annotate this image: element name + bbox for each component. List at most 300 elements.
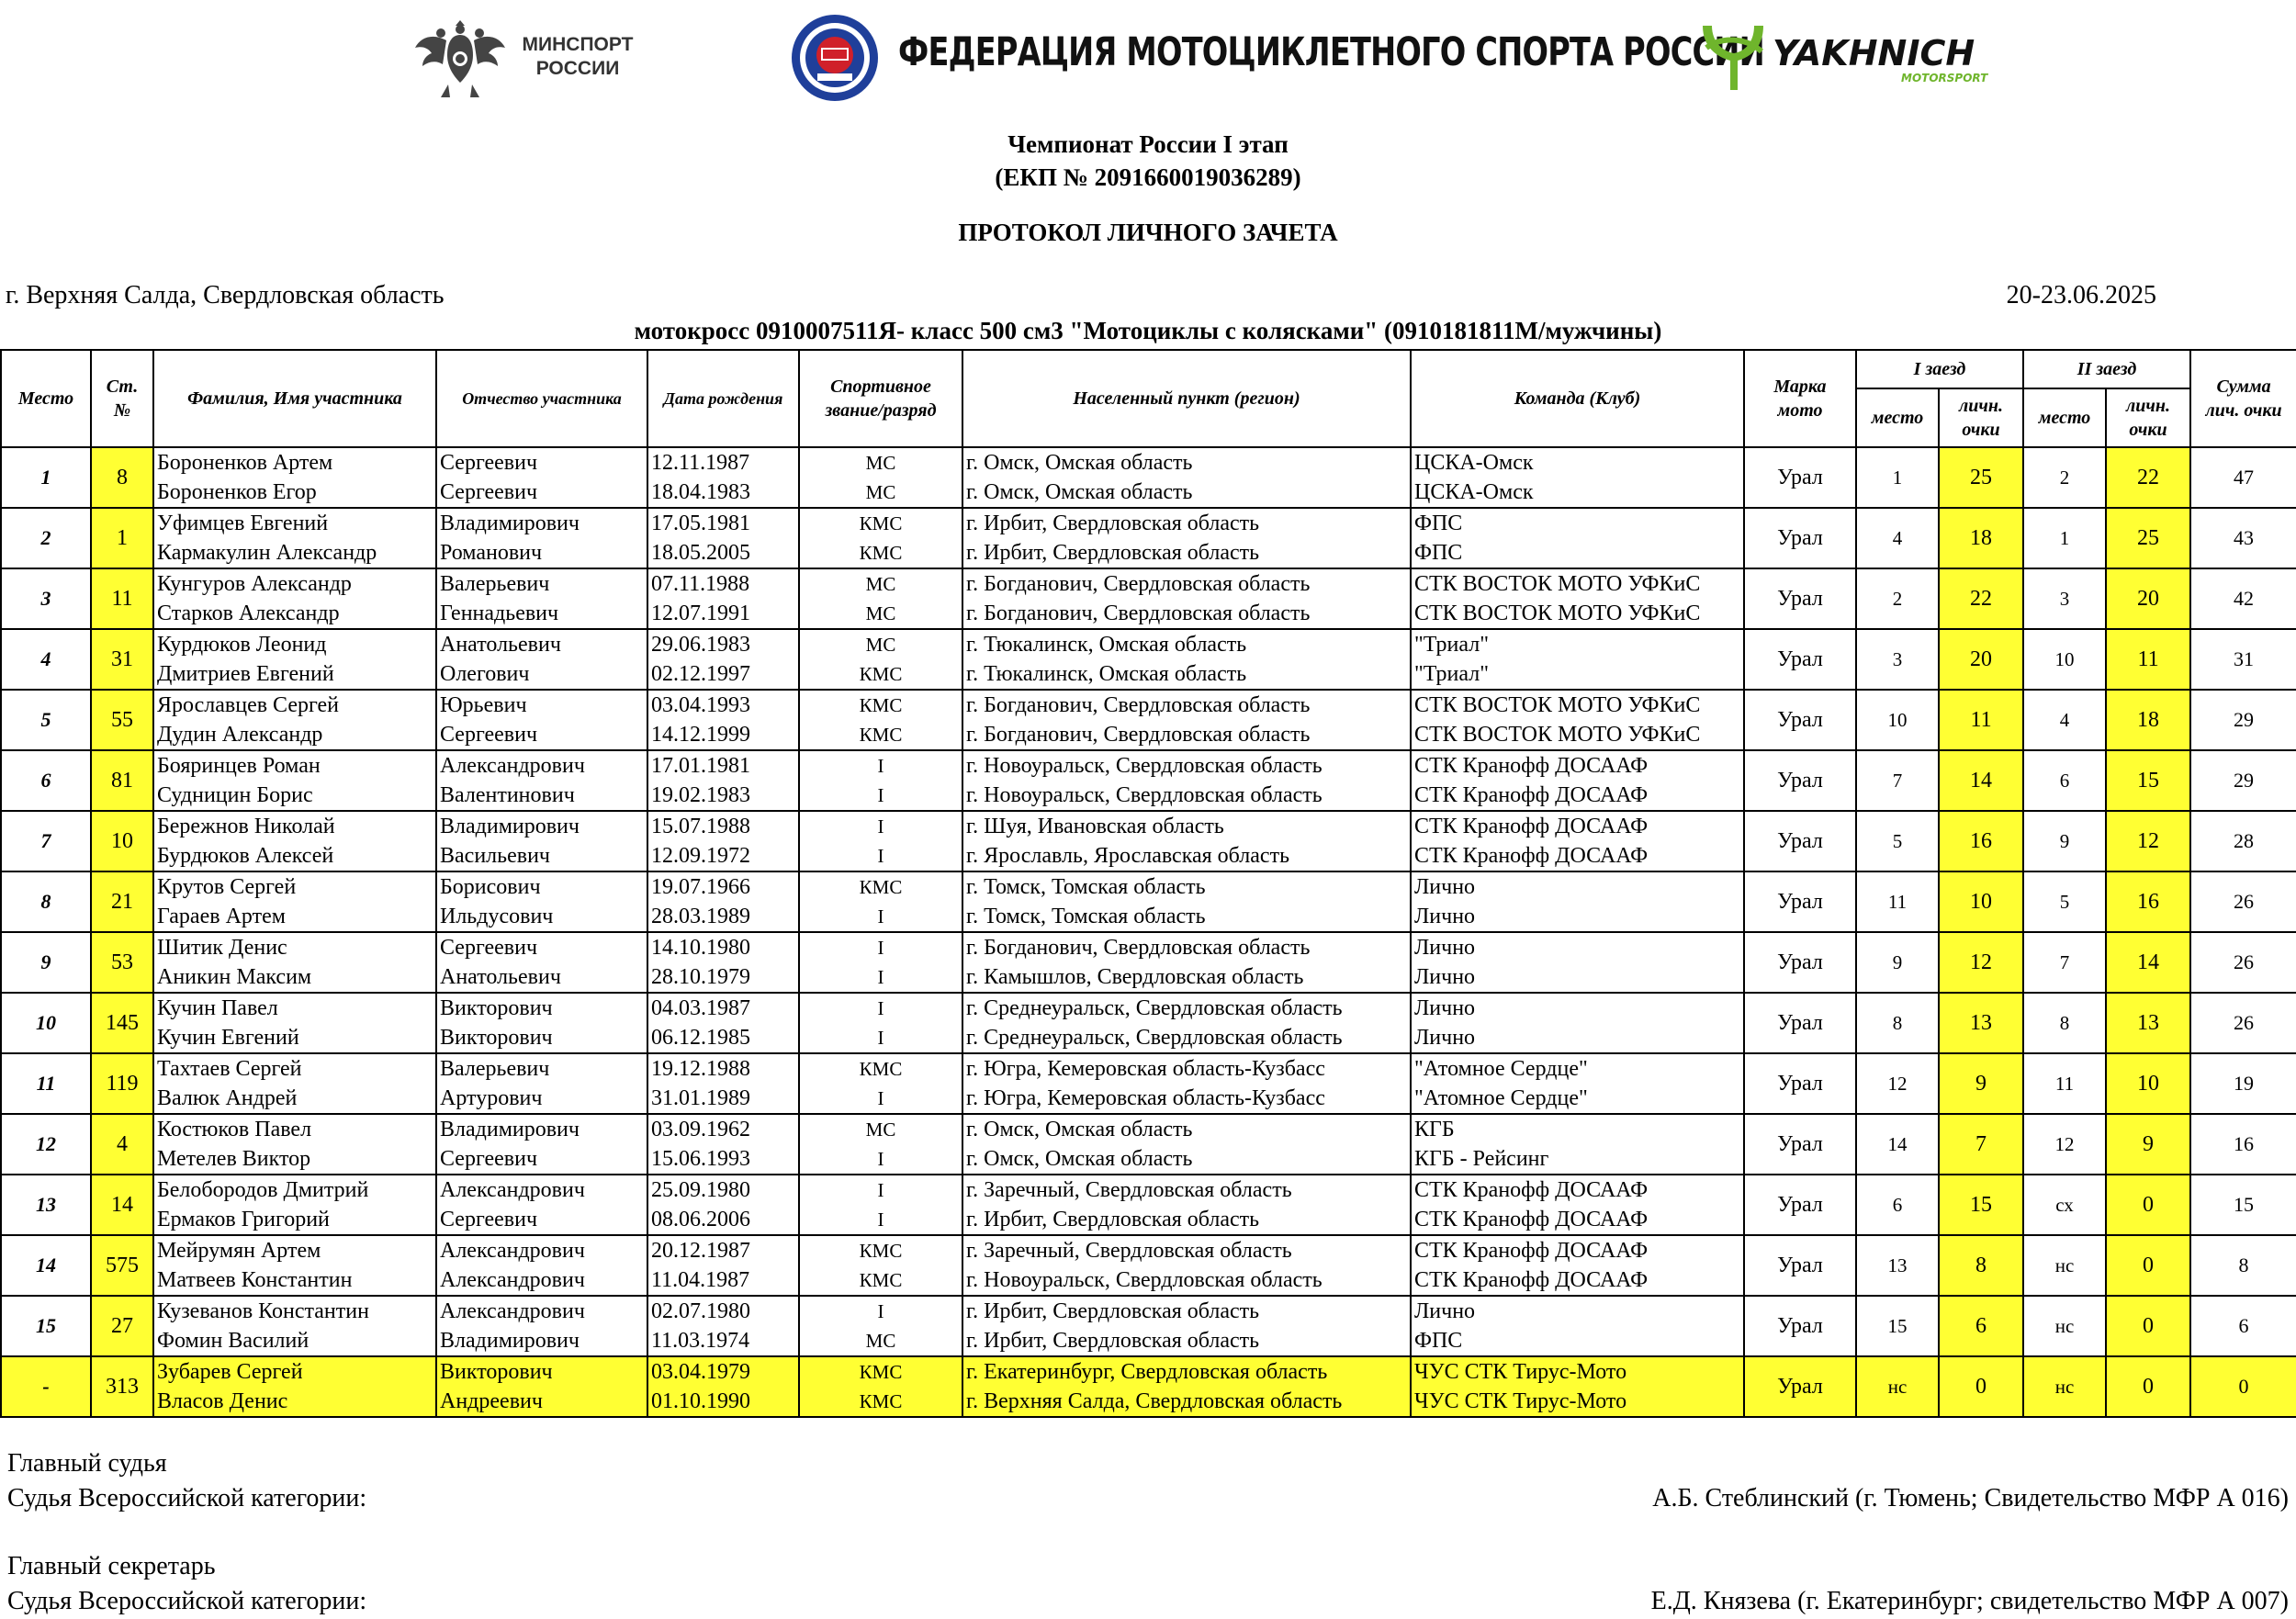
cell-birth [647, 1296, 799, 1356]
cell-team [1411, 508, 1744, 568]
cell-birth-line: 03.04.1993 [651, 693, 750, 717]
cell-place: 2 [1, 508, 91, 568]
cell-birth-line: 18.05.2005 [651, 541, 750, 565]
cell-race2-points: 0 [2106, 1296, 2190, 1356]
cell-rank [799, 1235, 962, 1296]
cell-race1-points: 16 [1939, 811, 2023, 871]
cell-patronymic [436, 932, 647, 993]
cell-name-line: Кунгуров Александр [157, 572, 352, 596]
cell-patronymic-line: Анатольевич [440, 633, 561, 657]
cell-race2-place: 12 [2023, 1114, 2106, 1175]
cell-name-line: Тахтаев Сергей [157, 1057, 302, 1081]
cell-birth-line: 19.12.1988 [651, 1057, 750, 1081]
cell-patronymic [436, 690, 647, 750]
cell-start-number: 31 [91, 629, 153, 690]
cell-birth-line: 12.09.1972 [651, 844, 750, 868]
table-header [1, 350, 2296, 447]
cell-team-line: "Триал" [1414, 662, 1490, 686]
col-start-number: Ст. № [91, 350, 153, 447]
cell-rank-line: I [877, 966, 884, 988]
cell-city-line: г. Новоуральск, Свердловская область [966, 783, 1322, 807]
cell-place: 14 [1, 1235, 91, 1296]
cell-city-line: г. Ирбит, Свердловская область [966, 1208, 1260, 1231]
cell-sum: 29 [2190, 690, 2296, 750]
cell-city-line: г. Омск, Омская область [966, 1118, 1193, 1141]
cell-race1-points: 14 [1939, 750, 2023, 811]
cell-team [1411, 568, 1744, 629]
cell-birth-line: 14.10.1980 [651, 936, 750, 960]
table-row [1, 568, 2296, 629]
cell-name-line: Гараев Артем [157, 905, 286, 928]
cell-race2-place: 5 [2023, 871, 2106, 932]
cell-patronymic-line: Ильдусович [440, 905, 554, 928]
cell-rank [799, 447, 962, 508]
cell-name-line: Старков Александр [157, 602, 340, 625]
cell-team-line: "Атомное Сердце" [1414, 1057, 1588, 1081]
cell-team-line: Лично [1414, 936, 1476, 960]
cell-city [962, 1356, 1411, 1417]
cell-race2-place: 9 [2023, 811, 2106, 871]
cell-city [962, 447, 1411, 508]
cell-city-line: г. Шуя, Ивановская область [966, 815, 1224, 838]
cell-city-line: г. Омск, Омская область [966, 451, 1193, 475]
cell-rank-line: КМС [859, 694, 903, 716]
cell-team [1411, 871, 1744, 932]
cell-race1-points: 6 [1939, 1296, 2023, 1356]
table-row [1, 1114, 2296, 1175]
cell-name-line: Бережнов Николай [157, 815, 335, 838]
cell-city-line: г. Богданович, Свердловская область [966, 936, 1311, 960]
cell-start-number: 145 [91, 993, 153, 1053]
cell-team-line: ЧУС СТК Тирус-Мото [1414, 1389, 1627, 1413]
cell-place: 1 [1, 447, 91, 508]
cell-rank [799, 1053, 962, 1114]
cell-team-line: СТК Кранофф ДОСААФ [1414, 1178, 1649, 1202]
cell-team-line: ФПС [1414, 1329, 1463, 1353]
col-rank: Спортивное звание/разряд [799, 350, 962, 447]
cell-patronymic-line: Романович [440, 541, 543, 565]
cell-race1-place: 8 [1856, 993, 1939, 1053]
cell-rank-line: I [877, 997, 884, 1019]
minsport-text: МИНСПОРТ РОССИИ [522, 34, 634, 79]
cell-team [1411, 629, 1744, 690]
cell-team-line: Лично [1414, 875, 1476, 899]
cell-city [962, 811, 1411, 871]
col-city: Населенный пункт (регион) [962, 350, 1411, 447]
cell-race1-points: 11 [1939, 690, 2023, 750]
cell-patronymic-line: Сергеевич [440, 480, 538, 504]
cell-team-line: СТК Кранофф ДОСААФ [1414, 1208, 1649, 1231]
cell-city [962, 932, 1411, 993]
cell-moto: Урал [1744, 750, 1856, 811]
cell-moto: Урал [1744, 447, 1856, 508]
cell-birth [647, 811, 799, 871]
table-row [1, 629, 2296, 690]
cell-race2-place: 11 [2023, 1053, 2106, 1114]
cell-name-line: Зубарев Сергей [157, 1360, 303, 1384]
cell-race2-points: 12 [2106, 811, 2190, 871]
cell-birth [647, 1114, 799, 1175]
cell-team-line: СТК Кранофф ДОСААФ [1414, 1268, 1649, 1292]
cell-city [962, 750, 1411, 811]
table-row [1, 690, 2296, 750]
cell-name-line: Кузеванов Константин [157, 1299, 369, 1323]
cell-city-line: г. Среднеуральск, Свердловская область [966, 1026, 1343, 1050]
minsport-logo [411, 13, 632, 101]
cell-race1-place: 11 [1856, 871, 1939, 932]
cell-place: 7 [1, 811, 91, 871]
cell-city [962, 690, 1411, 750]
cell-rank-line: КМС [859, 1361, 903, 1383]
cell-rank-line: I [877, 1087, 884, 1109]
cell-rank-line: I [877, 1148, 884, 1170]
cell-moto: Урал [1744, 1235, 1856, 1296]
cell-patronymic-line: Сергеевич [440, 723, 538, 747]
cell-city-line: г. Богданович, Свердловская область [966, 572, 1311, 596]
cell-rank-line: МС [865, 1119, 896, 1141]
cell-city-line: г. Новоуральск, Свердловская область [966, 754, 1322, 778]
cell-patronymic-line: Борисович [440, 875, 541, 899]
col-sum: Сумма лич. очки [2190, 350, 2296, 447]
chief-secretary-category: Судья Всероссийской категории: [7, 1587, 367, 1615]
cell-patronymic [436, 1296, 647, 1356]
cell-name [153, 750, 436, 811]
col-race-2-place: место [2023, 388, 2106, 447]
cell-moto: Урал [1744, 629, 1856, 690]
cell-start-number: 81 [91, 750, 153, 811]
cell-race1-points: 15 [1939, 1175, 2023, 1235]
cell-place: 13 [1, 1175, 91, 1235]
table-row [1, 811, 2296, 871]
cell-race2-points: 16 [2106, 871, 2190, 932]
cell-name [153, 1114, 436, 1175]
cell-race2-points: 0 [2106, 1235, 2190, 1296]
cell-sum: 31 [2190, 629, 2296, 690]
cell-start-number: 575 [91, 1235, 153, 1296]
col-moto: Марка мото [1744, 350, 1856, 447]
cell-patronymic-line: Геннадьевич [440, 602, 559, 625]
cell-team [1411, 1114, 1744, 1175]
cell-city [962, 993, 1411, 1053]
cell-name-line: Власов Денис [157, 1389, 288, 1413]
cell-race2-points: 13 [2106, 993, 2190, 1053]
cell-race2-place: 3 [2023, 568, 2106, 629]
cell-moto: Урал [1744, 1053, 1856, 1114]
cell-birth-line: 03.04.1979 [651, 1360, 750, 1384]
col-place: Место [1, 350, 91, 447]
col-race-1: I заезд [1856, 350, 2023, 388]
cell-birth-line: 31.01.1989 [651, 1086, 750, 1110]
event-dates: 20-23.06.2025 [2006, 281, 2156, 309]
cell-race2-points: 10 [2106, 1053, 2190, 1114]
cell-race2-place: 7 [2023, 932, 2106, 993]
cell-start-number: 4 [91, 1114, 153, 1175]
federation-name: ФЕДЕРАЦИЯ МОТОЦИКЛЕТНОГО СПОРТА РОССИИ [898, 29, 1764, 75]
cell-place: 10 [1, 993, 91, 1053]
cell-race1-place: 12 [1856, 1053, 1939, 1114]
cell-patronymic-line: Викторович [440, 996, 553, 1020]
cell-team-line: КГБ - Рейсинг [1414, 1147, 1549, 1171]
cell-race1-place: нс [1856, 1356, 1939, 1417]
cell-sum: 43 [2190, 508, 2296, 568]
cell-city [962, 1114, 1411, 1175]
cell-sum: 8 [2190, 1235, 2296, 1296]
cell-rank-line: I [877, 845, 884, 867]
cell-city-line: г. Среднеуральск, Свердловская область [966, 996, 1343, 1020]
cell-rank-line: МС [865, 634, 896, 656]
cell-city-line: г. Богданович, Свердловская область [966, 602, 1311, 625]
cell-patronymic [436, 993, 647, 1053]
cell-team-line: "Триал" [1414, 633, 1490, 657]
cell-place: 9 [1, 932, 91, 993]
col-race-1-place: место [1856, 388, 1939, 447]
cell-rank-line: КМС [859, 724, 903, 746]
cell-race1-points: 22 [1939, 568, 2023, 629]
cell-city-line: г. Екатеринбург, Свердловская область [966, 1360, 1328, 1384]
cell-patronymic-line: Владимирович [440, 1329, 580, 1353]
sponsor-name: YAKHNICH [1773, 33, 1975, 73]
cell-place: 15 [1, 1296, 91, 1356]
cell-team [1411, 1356, 1744, 1417]
cell-birth-line: 29.06.1983 [651, 633, 750, 657]
cell-city-line: г. Томск, Томская область [966, 875, 1206, 899]
cell-name-line: Судницин Борис [157, 783, 313, 807]
cell-name [153, 629, 436, 690]
cell-team [1411, 1235, 1744, 1296]
cell-team-line: СТК ВОСТОК МОТО УФКиС [1414, 723, 1701, 747]
cell-race2-place: нс [2023, 1356, 2106, 1417]
chief-judge-category: Судья Всероссийской категории: [7, 1484, 367, 1512]
cell-race1-place: 7 [1856, 750, 1939, 811]
cell-city-line: г. Тюкалинск, Омская область [966, 662, 1247, 686]
cell-race1-points: 18 [1939, 508, 2023, 568]
logo-bar [0, 0, 2296, 110]
cell-rank-line: КМС [859, 1390, 903, 1412]
cell-name-line: Дмитриев Евгений [157, 662, 334, 686]
chief-judge-title: Главный судья [7, 1449, 167, 1478]
cell-patronymic [436, 447, 647, 508]
cell-birth [647, 871, 799, 932]
cell-name-line: Белобородов Дмитрий [157, 1178, 369, 1202]
cell-team [1411, 1175, 1744, 1235]
cell-race1-points: 10 [1939, 871, 2023, 932]
cell-race1-place: 10 [1856, 690, 1939, 750]
cell-city-line: г. Ирбит, Свердловская область [966, 512, 1260, 535]
cell-sum: 26 [2190, 932, 2296, 993]
cell-race1-place: 3 [1856, 629, 1939, 690]
cell-sum: 47 [2190, 447, 2296, 508]
table-row [1, 871, 2296, 932]
cell-rank-line: I [877, 937, 884, 959]
table-row [1, 1235, 2296, 1296]
cell-name-line: Кучин Евгений [157, 1026, 299, 1050]
cell-birth-line: 17.01.1981 [651, 754, 750, 778]
discipline-title: мотокросс 0910007511Я- класс 500 см3 "Мотоциклы с колясками" (0910181811М/мужчины) [634, 317, 1662, 344]
cell-name-line: Ермаков Григорий [157, 1208, 330, 1231]
cell-name [153, 1175, 436, 1235]
cell-patronymic-line: Владимирович [440, 512, 580, 535]
cell-race1-points: 0 [1939, 1356, 2023, 1417]
cell-rank [799, 629, 962, 690]
cell-patronymic [436, 508, 647, 568]
cell-team-line: СТК Кранофф ДОСААФ [1414, 815, 1649, 838]
cell-team-line: СТК ВОСТОК МОТО УФКиС [1414, 602, 1701, 625]
cell-birth [647, 932, 799, 993]
cell-race1-points: 13 [1939, 993, 2023, 1053]
cell-patronymic-line: Васильевич [440, 844, 550, 868]
cell-patronymic [436, 568, 647, 629]
cell-patronymic-line: Владимирович [440, 1118, 580, 1141]
cell-name-line: Мейрумян Артем [157, 1239, 321, 1263]
table-row [1, 508, 2296, 568]
cell-sum: 42 [2190, 568, 2296, 629]
cell-city-line: г. Ирбит, Свердловская область [966, 541, 1260, 565]
table-row [1, 993, 2296, 1053]
cell-rank-line: I [877, 1179, 884, 1201]
cell-birth-line: 28.03.1989 [651, 905, 750, 928]
cell-birth-line: 15.06.1993 [651, 1147, 750, 1171]
cell-name [153, 508, 436, 568]
cell-race2-place: нс [2023, 1235, 2106, 1296]
cell-start-number: 119 [91, 1053, 153, 1114]
cell-birth [647, 629, 799, 690]
table-row [1, 1175, 2296, 1235]
cell-city [962, 1296, 1411, 1356]
cell-city-line: г. Заречный, Свердловская область [966, 1239, 1292, 1263]
cell-race2-points: 18 [2106, 690, 2190, 750]
cell-race2-place: 4 [2023, 690, 2106, 750]
table-row [1, 1053, 2296, 1114]
cell-sum: 28 [2190, 811, 2296, 871]
col-patronymic: Отчество участника [436, 350, 647, 447]
cell-name-line: Фомин Василий [157, 1329, 310, 1353]
cell-city-line: г. Тюкалинск, Омская область [966, 633, 1247, 657]
cell-patronymic-line: Олегович [440, 662, 530, 686]
cell-race1-place: 2 [1856, 568, 1939, 629]
cell-patronymic-line: Александрович [440, 754, 585, 778]
cell-birth-line: 18.04.1983 [651, 480, 750, 504]
cell-team [1411, 811, 1744, 871]
cell-city [962, 629, 1411, 690]
cell-start-number: 313 [91, 1356, 153, 1417]
cell-rank-line: I [877, 1209, 884, 1231]
cell-moto: Урал [1744, 690, 1856, 750]
chief-judge-name: А.Б. Стеблинский (г. Тюмень; Свидетельство МФР А 016) [1652, 1484, 2289, 1512]
cell-rank [799, 1175, 962, 1235]
cell-team-line: СТК ВОСТОК МОТО УФКиС [1414, 693, 1701, 717]
cell-birth-line: 12.11.1987 [651, 451, 750, 475]
cell-birth [647, 447, 799, 508]
cell-name-line: Крутов Сергей [157, 875, 297, 899]
cell-race1-place: 6 [1856, 1175, 1939, 1235]
cell-rank [799, 1114, 962, 1175]
cell-birth [647, 1053, 799, 1114]
cell-patronymic-line: Валерьевич [440, 1057, 550, 1081]
cell-race1-points: 8 [1939, 1235, 2023, 1296]
table-row [1, 447, 2296, 508]
cell-city-line: г. Новоуральск, Свердловская область [966, 1268, 1322, 1292]
cell-name-line: Аникин Максим [157, 965, 312, 989]
cell-birth-line: 17.05.1981 [651, 512, 750, 535]
cell-city-line: г. Богданович, Свердловская область [966, 693, 1311, 717]
cell-team-line: СТК Кранофф ДОСААФ [1414, 754, 1649, 778]
cell-rank-line: МС [865, 481, 896, 503]
cell-team-line: ЦСКА-Омск [1414, 480, 1534, 504]
championship-title: Чемпионат России I этап [1007, 130, 1289, 158]
cell-team-line: СТК Кранофф ДОСААФ [1414, 1239, 1649, 1263]
col-team: Команда (Клуб) [1411, 350, 1744, 447]
cell-race2-place: нс [2023, 1296, 2106, 1356]
cell-place: 8 [1, 871, 91, 932]
cell-rank-line: МС [865, 573, 896, 595]
cell-city [962, 1053, 1411, 1114]
cell-name [153, 1296, 436, 1356]
cell-start-number: 10 [91, 811, 153, 871]
cell-rank-line: I [877, 1027, 884, 1049]
cell-team-line: СТК Кранофф ДОСААФ [1414, 844, 1649, 868]
cell-name [153, 1235, 436, 1296]
cell-moto: Урал [1744, 508, 1856, 568]
cell-name [153, 690, 436, 750]
chief-secretary-name: Е.Д. Князева (г. Екатеринбург; свидетельство МФР А 007) [1650, 1587, 2289, 1615]
results-table [0, 349, 2296, 1418]
cell-team-line: Лично [1414, 905, 1476, 928]
cell-patronymic-line: Викторович [440, 1026, 553, 1050]
cell-birth-line: 02.12.1997 [651, 662, 750, 686]
cell-city [962, 508, 1411, 568]
cell-birth [647, 750, 799, 811]
cell-start-number: 8 [91, 447, 153, 508]
cell-team [1411, 932, 1744, 993]
cell-city-line: г. Югра, Кемеровская область-Кузбасс [966, 1086, 1325, 1110]
cell-rank-line: МС [865, 602, 896, 624]
cell-moto: Урал [1744, 871, 1856, 932]
cell-patronymic-line: Владимирович [440, 815, 580, 838]
cell-patronymic-line: Анатольевич [440, 965, 561, 989]
cell-city-line: г. Омск, Омская область [966, 480, 1193, 504]
cell-birth-line: 06.12.1985 [651, 1026, 750, 1050]
cell-rank [799, 690, 962, 750]
cell-race1-place: 13 [1856, 1235, 1939, 1296]
cell-patronymic [436, 811, 647, 871]
cell-race1-points: 25 [1939, 447, 2023, 508]
cell-patronymic-line: Валентинович [440, 783, 575, 807]
cell-name-line: Дудин Александр [157, 723, 323, 747]
cell-name [153, 871, 436, 932]
cell-patronymic-line: Сергеевич [440, 936, 538, 960]
table-body [1, 447, 2296, 1417]
cell-birth-line: 04.03.1987 [651, 996, 750, 1020]
cell-name [153, 1053, 436, 1114]
cell-patronymic [436, 1114, 647, 1175]
ekp-number: (ЕКП № 209166001903628​9) [995, 163, 1301, 191]
table-row [1, 1356, 2296, 1417]
cell-patronymic [436, 1235, 647, 1296]
cell-rank-line: КМС [859, 542, 903, 564]
sponsor-mark-icon [1697, 20, 1769, 94]
cell-place: - [1, 1356, 91, 1417]
cell-patronymic [436, 629, 647, 690]
cell-patronymic-line: Сергеевич [440, 451, 538, 475]
cell-start-number: 14 [91, 1175, 153, 1235]
cell-team-line: СТК Кранофф ДОСААФ [1414, 783, 1649, 807]
table-row [1, 750, 2296, 811]
cell-patronymic-line: Александрович [440, 1268, 585, 1292]
cell-rank-line: I [877, 755, 884, 777]
cell-patronymic-line: Артурович [440, 1086, 543, 1110]
cell-team [1411, 1296, 1744, 1356]
event-location: г. Верхняя Салда, Свердловская область [6, 281, 445, 309]
